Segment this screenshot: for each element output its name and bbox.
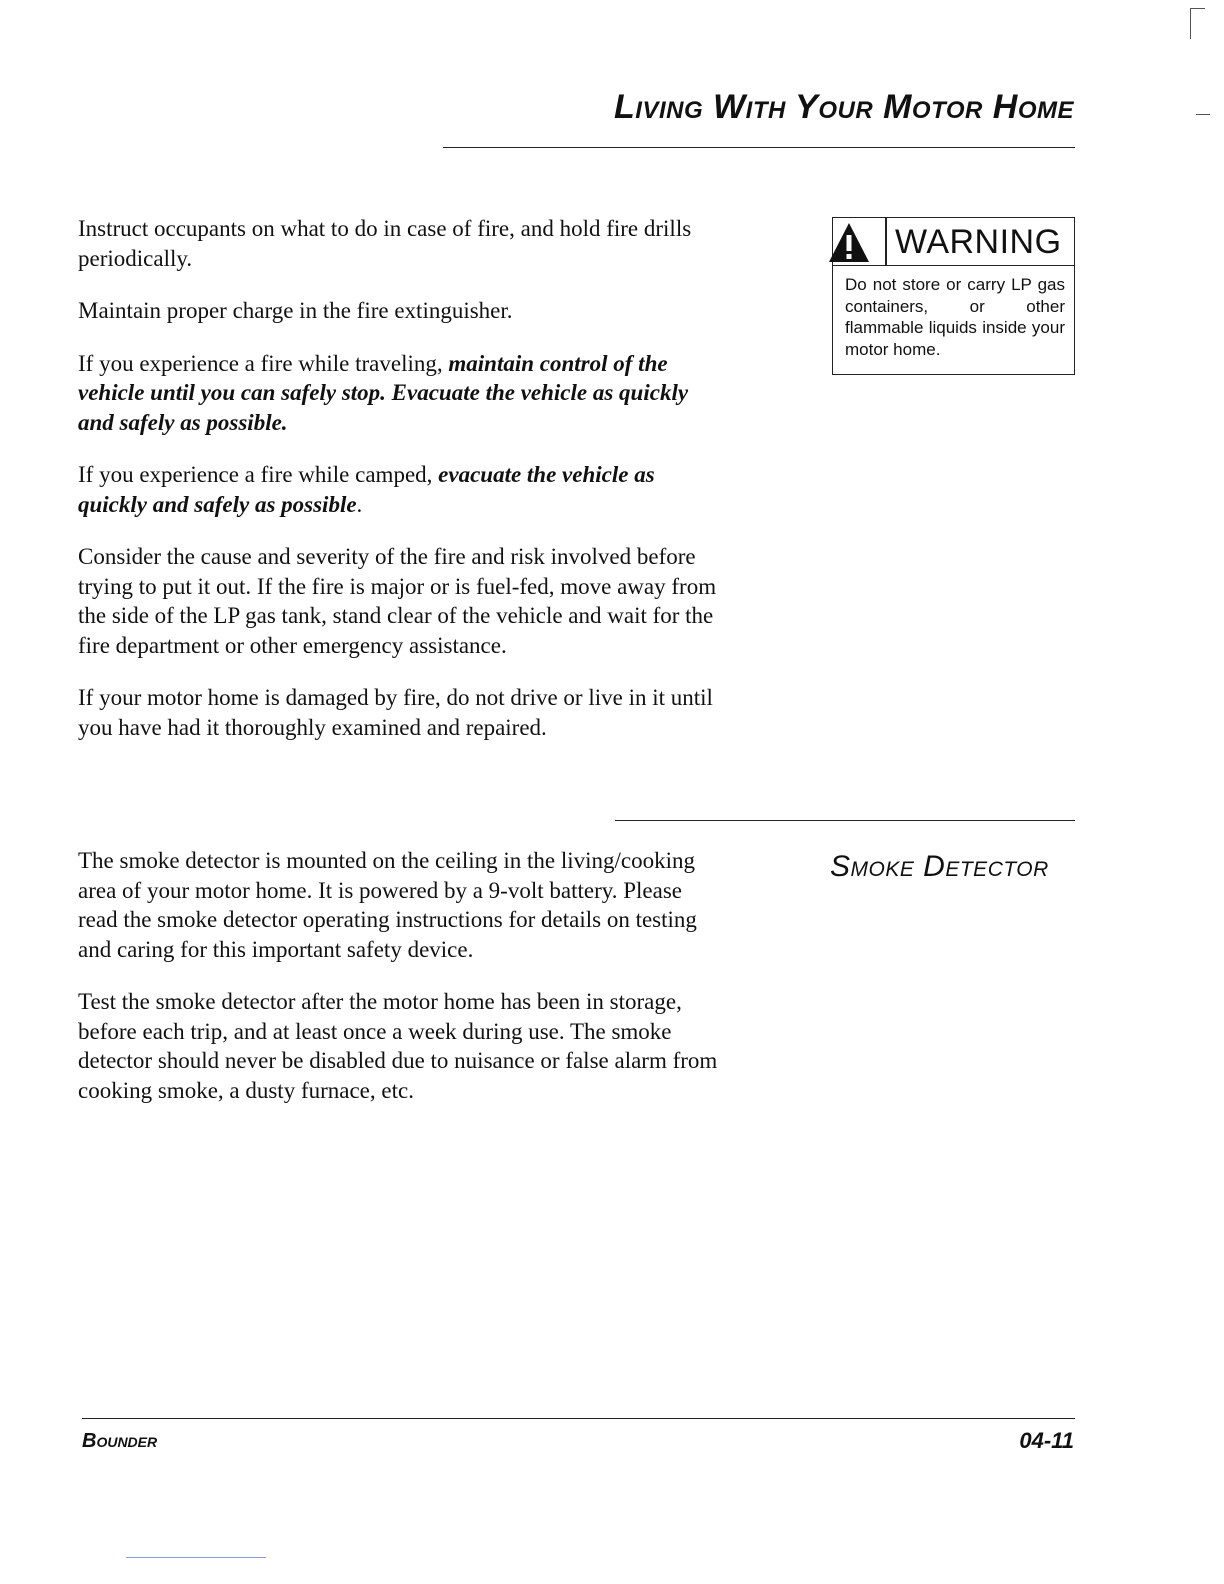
paragraph-text: If you experience a fire while traveling, [78,350,449,376]
paragraph-tail: . [356,491,363,517]
footer-divider [82,1418,1075,1419]
paragraph [78,214,718,273]
paragraph [78,987,718,1105]
warning-title: WARNING [895,223,1062,261]
paragraph [78,683,718,742]
page-number: 04-11 [1019,1428,1074,1453]
section-divider [615,820,1075,821]
paragraph [78,349,718,438]
page-title: Living With Your Motor Home [614,88,1074,126]
smoke-detector-text [78,846,718,1128]
paragraph-text: Instruct occupants on what to do in case of fire, and hold fire drills periodically. [78,216,692,271]
fire-safety-text [78,214,718,765]
paragraph-text: Consider the cause and severity of the fire and risk involved before trying to put it out. If the fire is major or is fuel-fed, move away from the side of the LP gas tank, stand clear of the vehicle and wait for the fire department or other emergency assistance. [78,544,717,658]
paragraph [78,296,718,326]
warning-box [832,217,1075,375]
section-heading: Smoke Detector [830,850,1049,883]
paragraph [78,460,718,519]
paragraph-emphasis: evacuate the vehicle as quickly and safely as possible [78,462,655,517]
paragraph-text: If you experience a fire while camped, [78,462,439,487]
paragraph [78,542,718,660]
warning-divider [885,218,887,266]
paragraph-text: Maintain proper charge in the fire extinguisher. [78,298,513,323]
warning-triangle-icon [827,220,871,264]
scan-mark [1190,8,1205,39]
warning-header [833,218,1074,266]
paragraph [78,846,718,964]
footer-brand: Bounder [82,1430,158,1452]
paragraph-emphasis: maintain control of the vehicle until you can safely stop. Evacuate the vehicle as quickly and safely as possible. [78,350,689,435]
paragraph-text: If your motor home is damaged by fire, do not drive or live in it until you have had it thoroughly examined and repaired. [78,685,713,740]
warning-text: Do not store or carry LP gas containers, or other flammable liquids inside your motor home. [845,275,1065,359]
paragraph-text: The smoke detector is mounted on the ceiling in the living/cooking area of your motor home. It is powered by a 9-volt battery. Please read the smoke detector operating instructions for details on testing and caring for this important safety device. [78,848,697,962]
header-divider [443,147,1075,148]
scan-mark [1196,114,1210,115]
paragraph-text: Test the smoke detector after the motor home has been in storage, before each trip, and at least once a week during use. The smoke detector should never be disabled due to nuisance or false alarm from cooking smoke, a dusty furnace, etc. [78,989,718,1103]
scan-mark [126,1557,266,1558]
